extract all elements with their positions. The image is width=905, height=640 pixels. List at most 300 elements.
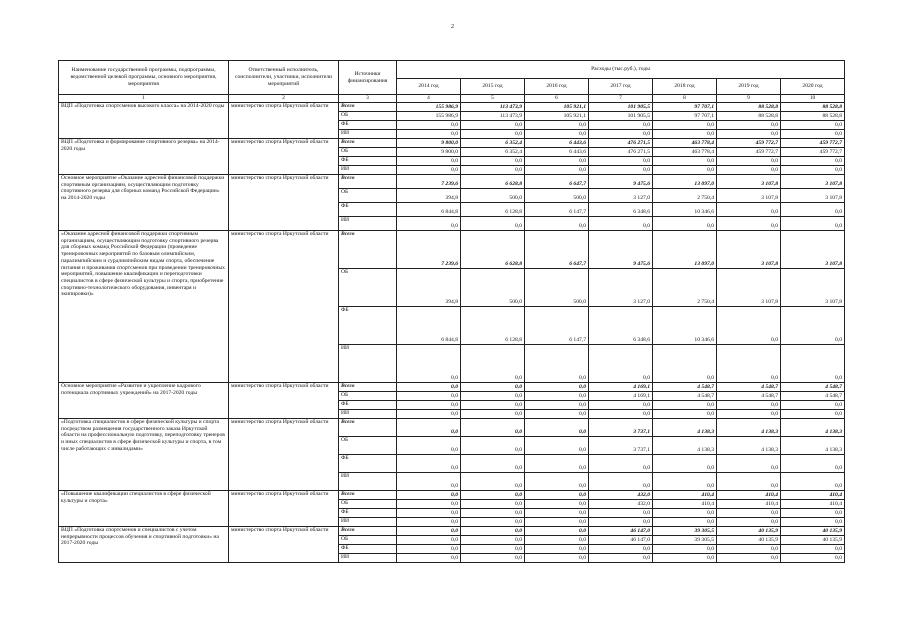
expense-value: 0,0 xyxy=(397,545,461,554)
expense-value: 0,0 xyxy=(589,166,653,175)
expense-value: 0,0 xyxy=(525,527,589,536)
expense-value: 0,0 xyxy=(397,157,461,166)
expense-value: 0,0 xyxy=(717,130,781,139)
expense-value: 459 772,7 xyxy=(717,148,781,157)
expense-value: 0,0 xyxy=(525,545,589,554)
expense-value: 0,0 xyxy=(525,536,589,545)
table-row xyxy=(59,175,845,189)
expense-value: 0,0 xyxy=(589,121,653,130)
header-name: Наименование государственной программы, подпрограммы, ведомственной целевой программы, основного мероприятия, мероприятия xyxy=(59,61,229,95)
expense-value: 6 844,8 xyxy=(397,203,461,217)
expense-value: 459 772,7 xyxy=(781,139,845,148)
header-year: 2016 год xyxy=(525,79,589,95)
expense-value: 155 986,9 xyxy=(397,103,461,112)
expense-value: 0,0 xyxy=(525,345,589,383)
expense-value: 0,0 xyxy=(589,455,653,473)
expense-value: 0,0 xyxy=(589,410,653,419)
funding-source: ОБ xyxy=(339,189,397,203)
expense-value: 463 778,4 xyxy=(653,139,717,148)
expense-value: 0,0 xyxy=(525,157,589,166)
table-row xyxy=(59,419,845,437)
expense-value: 0,0 xyxy=(781,410,845,419)
expense-value: 6 647,7 xyxy=(525,175,589,189)
executor: министерство спорта Иркутской области xyxy=(229,175,339,231)
expense-value: 2 750,4 xyxy=(653,269,717,307)
expense-value: 459 772,7 xyxy=(781,148,845,157)
expense-value: 432,0 xyxy=(589,500,653,509)
funding-source: ИИ xyxy=(339,217,397,231)
expense-value: 0,0 xyxy=(589,130,653,139)
expense-value: 410,4 xyxy=(781,491,845,500)
expense-value: 3 107,8 xyxy=(717,231,781,269)
expense-value: 0,0 xyxy=(653,455,717,473)
expense-value: 0,0 xyxy=(525,121,589,130)
executor: министерство спорта Иркутской области xyxy=(229,231,339,383)
table-row xyxy=(59,383,845,392)
expense-value: 476 271,5 xyxy=(589,139,653,148)
expense-value: 0,0 xyxy=(525,419,589,437)
expense-value: 97 707,1 xyxy=(653,103,717,112)
header-year: 2018 год xyxy=(653,79,717,95)
expense-value: 3 107,8 xyxy=(781,231,845,269)
expense-value: 500,0 xyxy=(461,189,525,203)
expense-value: 394,8 xyxy=(397,269,461,307)
expense-value: 0,0 xyxy=(525,554,589,563)
expense-value: 0,0 xyxy=(717,473,781,491)
expense-value: 4 138,3 xyxy=(653,419,717,437)
expense-value: 3 107,8 xyxy=(781,189,845,203)
funding-source: ФБ xyxy=(339,157,397,166)
expense-value: 0,0 xyxy=(781,307,845,345)
expense-value: 0,0 xyxy=(397,491,461,500)
expense-value: 0,0 xyxy=(397,410,461,419)
expense-value: 0,0 xyxy=(461,509,525,518)
expense-value: 0,0 xyxy=(525,166,589,175)
funding-source: ОБ xyxy=(339,148,397,157)
expense-value: 0,0 xyxy=(717,410,781,419)
expense-value: 0,0 xyxy=(461,419,525,437)
expense-value: 0,0 xyxy=(589,554,653,563)
expense-value: 0,0 xyxy=(461,383,525,392)
expense-value: 0,0 xyxy=(397,383,461,392)
expense-value: 0,0 xyxy=(397,518,461,527)
expense-value: 3 737,1 xyxy=(589,419,653,437)
executor: министерство спорта Иркутской области xyxy=(229,527,339,563)
program-name: Основное мероприятие «Оказание адресной финансовой поддержки спортивным организациям, осуществляющим подготовку спортивного резерва для сборных команд Российской Федерации» на 2014-2020 годы xyxy=(59,175,229,231)
header-expenses: Расходы (тыс.руб.), годы xyxy=(397,61,845,79)
expense-value: 463 778,4 xyxy=(653,148,717,157)
expense-value: 4 548,7 xyxy=(717,383,781,392)
funding-source: Всего xyxy=(339,419,397,437)
expense-value: 105 921,1 xyxy=(525,112,589,121)
expense-value: 0,0 xyxy=(781,473,845,491)
expense-value: 97 707,1 xyxy=(653,112,717,121)
executor: министерство спорта Иркутской области xyxy=(229,491,339,527)
header-year: 2020 год xyxy=(781,79,845,95)
expense-value: 500,0 xyxy=(525,189,589,203)
expense-value: 0,0 xyxy=(461,437,525,455)
expense-value: 0,0 xyxy=(461,527,525,536)
funding-source: ИИ xyxy=(339,518,397,527)
expense-value: 0,0 xyxy=(525,383,589,392)
expense-value: 113 473,9 xyxy=(461,103,525,112)
expense-value: 3 107,8 xyxy=(781,269,845,307)
expense-value: 0,0 xyxy=(653,130,717,139)
expense-value: 0,0 xyxy=(653,166,717,175)
expense-value: 0,0 xyxy=(461,518,525,527)
expense-value: 0,0 xyxy=(781,157,845,166)
expense-value: 88 528,8 xyxy=(717,112,781,121)
table-row xyxy=(59,103,845,112)
expense-value: 394,8 xyxy=(397,189,461,203)
expense-value: 0,0 xyxy=(397,554,461,563)
expense-value: 0,0 xyxy=(589,401,653,410)
expense-value: 105 921,1 xyxy=(525,103,589,112)
expense-value: 0,0 xyxy=(589,217,653,231)
header-column-number: 10 xyxy=(781,95,845,103)
expense-value: 0,0 xyxy=(525,500,589,509)
expense-value: 0,0 xyxy=(461,345,525,383)
expense-value: 0,0 xyxy=(717,401,781,410)
expense-value: 39 305,5 xyxy=(653,536,717,545)
expense-value: 410,4 xyxy=(717,491,781,500)
expense-value: 0,0 xyxy=(461,392,525,401)
expense-value: 0,0 xyxy=(525,437,589,455)
expense-value: 0,0 xyxy=(397,500,461,509)
expense-value: 40 135,9 xyxy=(717,527,781,536)
funding-source: ФБ xyxy=(339,203,397,217)
expense-value: 0,0 xyxy=(397,527,461,536)
expense-value: 0,0 xyxy=(525,130,589,139)
expense-value: 4 548,7 xyxy=(717,392,781,401)
page-number: 2 xyxy=(451,24,454,30)
expense-value: 46 147,0 xyxy=(589,527,653,536)
expense-value: 6 147,7 xyxy=(525,203,589,217)
expense-value: 6 128,8 xyxy=(461,307,525,345)
expense-value: 0,0 xyxy=(525,491,589,500)
expense-value: 410,4 xyxy=(781,500,845,509)
expense-value: 0,0 xyxy=(461,401,525,410)
expense-value: 0,0 xyxy=(589,509,653,518)
funding-source: ИИ xyxy=(339,345,397,383)
header-year: 2015 год xyxy=(461,79,525,95)
expense-value: 7 239,6 xyxy=(397,175,461,189)
expense-value: 0,0 xyxy=(397,509,461,518)
expense-value: 13 097,0 xyxy=(653,175,717,189)
expense-value: 6 844,8 xyxy=(397,307,461,345)
expense-value: 0,0 xyxy=(589,473,653,491)
expense-value: 500,0 xyxy=(525,269,589,307)
funding-source: Всего xyxy=(339,527,397,536)
expense-value: 4 548,7 xyxy=(653,383,717,392)
expense-value: 40 135,9 xyxy=(781,527,845,536)
funding-source: ОБ xyxy=(339,269,397,307)
expense-value: 0,0 xyxy=(397,536,461,545)
expense-value: 0,0 xyxy=(397,473,461,491)
expense-value: 2 750,4 xyxy=(653,189,717,203)
expense-value: 500,0 xyxy=(461,269,525,307)
funding-source: ФБ xyxy=(339,121,397,130)
header-column-number: 7 xyxy=(589,95,653,103)
expense-value: 0,0 xyxy=(653,157,717,166)
expense-value: 0,0 xyxy=(589,545,653,554)
program-name: ВЦП «Подготовка спортсменов высокого класса» на 2014-2020 годы xyxy=(59,103,229,139)
expense-value: 10 346,6 xyxy=(653,307,717,345)
expense-value: 3 107,8 xyxy=(717,269,781,307)
expense-value: 0,0 xyxy=(397,419,461,437)
expense-value: 0,0 xyxy=(461,121,525,130)
expense-value: 6 128,8 xyxy=(461,203,525,217)
expense-value: 0,0 xyxy=(397,345,461,383)
expense-value: 113 473,9 xyxy=(461,112,525,121)
expense-value: 0,0 xyxy=(781,554,845,563)
funding-source: ОБ xyxy=(339,112,397,121)
expense-value: 3 127,0 xyxy=(589,189,653,203)
expense-value: 0,0 xyxy=(717,157,781,166)
expense-value: 88 528,8 xyxy=(781,103,845,112)
funding-source: Всего xyxy=(339,383,397,392)
expense-value: 0,0 xyxy=(589,345,653,383)
expense-value: 3 127,0 xyxy=(589,269,653,307)
expense-value: 0,0 xyxy=(781,121,845,130)
funding-source: Всего xyxy=(339,231,397,269)
expense-value: 0,0 xyxy=(397,166,461,175)
funding-source: ИИ xyxy=(339,166,397,175)
header-column-number: 3 xyxy=(339,95,397,103)
expense-value: 0,0 xyxy=(525,392,589,401)
expense-value: 0,0 xyxy=(653,554,717,563)
expense-value: 0,0 xyxy=(781,518,845,527)
expense-value: 4 169,1 xyxy=(589,392,653,401)
program-name: Основное мероприятие «Развитие и укрепление кадрового потенциала спортивных учреждений» на 2017-2020 годы xyxy=(59,383,229,419)
expense-value: 4 548,7 xyxy=(781,392,845,401)
expense-value: 432,0 xyxy=(589,491,653,500)
funding-source: Всего xyxy=(339,103,397,112)
expense-value: 0,0 xyxy=(717,545,781,554)
expense-value: 4 169,1 xyxy=(589,383,653,392)
expense-value: 3 737,1 xyxy=(589,437,653,455)
expense-value: 0,0 xyxy=(397,121,461,130)
expense-value: 40 135,9 xyxy=(781,536,845,545)
program-name: «Подготовка специалистов в сфере физической культуры и спорта посредством размещения государственного заказа Иркутской области на профессиональную подготовку, переподготовку тренеров и иных специалистов в сфере физической культуры и спорта, в том числе работающих с инвалидами» xyxy=(59,419,229,491)
expense-value: 13 097,0 xyxy=(653,231,717,269)
header-year: 2014 год xyxy=(397,79,461,95)
expense-value: 155 986,9 xyxy=(397,112,461,121)
expenses-table xyxy=(58,60,845,563)
funding-source: ФБ xyxy=(339,307,397,345)
funding-source: ИИ xyxy=(339,130,397,139)
executor: министерство спорта Иркутской области xyxy=(229,103,339,139)
funding-source: ИИ xyxy=(339,554,397,563)
expense-value: 0,0 xyxy=(461,545,525,554)
expense-value: 4 548,7 xyxy=(781,383,845,392)
expense-value: 88 528,8 xyxy=(717,103,781,112)
expense-value: 410,4 xyxy=(717,500,781,509)
expense-value: 88 528,8 xyxy=(781,112,845,121)
expense-value: 6 348,6 xyxy=(589,307,653,345)
expense-value: 0,0 xyxy=(397,437,461,455)
expense-value: 10 346,6 xyxy=(653,203,717,217)
expense-value: 0,0 xyxy=(525,410,589,419)
funding-source: Всего xyxy=(339,491,397,500)
expense-value: 4 138,3 xyxy=(781,437,845,455)
expense-value: 9 800,0 xyxy=(397,148,461,157)
table-row xyxy=(59,527,845,536)
expense-value: 0,0 xyxy=(461,536,525,545)
expense-value: 0,0 xyxy=(717,518,781,527)
header-column-number: 2 xyxy=(229,95,339,103)
funding-source: Всего xyxy=(339,175,397,189)
expense-value: 6 352,4 xyxy=(461,148,525,157)
expense-value: 0,0 xyxy=(397,401,461,410)
expense-value: 4 138,3 xyxy=(717,437,781,455)
expense-value: 0,0 xyxy=(781,217,845,231)
expense-value: 0,0 xyxy=(461,410,525,419)
header-source: Источники финансирования xyxy=(339,61,397,95)
expense-value: 0,0 xyxy=(653,217,717,231)
funding-source: ФБ xyxy=(339,401,397,410)
header-year: 2017 год xyxy=(589,79,653,95)
expense-value: 6 443,6 xyxy=(525,139,589,148)
expense-value: 6 628,8 xyxy=(461,175,525,189)
header-executor: Ответственный исполнитель, соисполнители, участники, исполнители мероприятий xyxy=(229,61,339,95)
expense-value: 0,0 xyxy=(717,203,781,217)
expense-value: 101 905,5 xyxy=(589,112,653,121)
expense-value: 0,0 xyxy=(717,509,781,518)
program-name: «Повышение квалификации специалистов в сфере физической культуры и спорта» xyxy=(59,491,229,527)
expense-value: 6 647,7 xyxy=(525,231,589,269)
expense-value: 0,0 xyxy=(653,410,717,419)
expense-value: 0,0 xyxy=(653,121,717,130)
expense-value: 6 628,8 xyxy=(461,231,525,269)
expense-value: 410,4 xyxy=(653,491,717,500)
expense-value: 9 475,6 xyxy=(589,231,653,269)
expense-value: 0,0 xyxy=(781,130,845,139)
expense-value: 9 800,0 xyxy=(397,139,461,148)
funding-source: ОБ xyxy=(339,536,397,545)
expense-value: 3 107,8 xyxy=(717,175,781,189)
expense-value: 0,0 xyxy=(461,554,525,563)
table-row xyxy=(59,139,845,148)
expense-value: 4 138,3 xyxy=(653,437,717,455)
expense-value: 0,0 xyxy=(461,455,525,473)
expense-value: 4 138,3 xyxy=(781,419,845,437)
expense-value: 0,0 xyxy=(525,455,589,473)
expense-value: 0,0 xyxy=(653,345,717,383)
header-column-number: 1 xyxy=(59,95,229,103)
expense-value: 0,0 xyxy=(653,545,717,554)
funding-source: ФБ xyxy=(339,509,397,518)
program-name: ВЦП «Подготовка и формирование спортивного резерва» на 2014-2020 годы xyxy=(59,139,229,175)
funding-source: ИИ xyxy=(339,473,397,491)
executor: министерство спорта Иркутской области xyxy=(229,419,339,491)
expense-value: 0,0 xyxy=(717,217,781,231)
table-row xyxy=(59,231,845,269)
expense-value: 0,0 xyxy=(525,401,589,410)
expense-value: 0,0 xyxy=(397,130,461,139)
expense-value: 0,0 xyxy=(781,401,845,410)
expense-value: 0,0 xyxy=(717,166,781,175)
expense-value: 0,0 xyxy=(781,455,845,473)
funding-source: ИИ xyxy=(339,410,397,419)
expense-value: 0,0 xyxy=(781,545,845,554)
expense-value: 0,0 xyxy=(525,518,589,527)
funding-source: ФБ xyxy=(339,455,397,473)
expense-value: 0,0 xyxy=(397,392,461,401)
header-column-number: 6 xyxy=(525,95,589,103)
expense-value: 0,0 xyxy=(653,473,717,491)
expense-value: 4 548,7 xyxy=(653,392,717,401)
header-column-number: 5 xyxy=(461,95,525,103)
expense-value: 0,0 xyxy=(653,518,717,527)
header-column-number: 4 xyxy=(397,95,461,103)
expense-value: 0,0 xyxy=(653,401,717,410)
expense-value: 0,0 xyxy=(525,217,589,231)
expense-value: 0,0 xyxy=(461,166,525,175)
expense-value: 459 772,7 xyxy=(717,139,781,148)
expense-value: 4 138,3 xyxy=(717,419,781,437)
funding-source: ФБ xyxy=(339,545,397,554)
funding-source: ОБ xyxy=(339,437,397,455)
expense-value: 101 905,5 xyxy=(589,103,653,112)
expense-value: 0,0 xyxy=(461,491,525,500)
expense-value: 0,0 xyxy=(461,473,525,491)
executor: министерство спорта Иркутской области xyxy=(229,139,339,175)
header-year: 2019 год xyxy=(717,79,781,95)
expense-value: 7 239,6 xyxy=(397,231,461,269)
expense-value: 40 135,9 xyxy=(717,536,781,545)
expense-value: 0,0 xyxy=(525,473,589,491)
expense-value: 46 147,0 xyxy=(589,536,653,545)
funding-source: ОБ xyxy=(339,500,397,509)
expense-value: 3 107,8 xyxy=(717,189,781,203)
expense-value: 476 271,5 xyxy=(589,148,653,157)
expense-value: 0,0 xyxy=(461,217,525,231)
expense-value: 6 352,4 xyxy=(461,139,525,148)
expense-value: 0,0 xyxy=(653,509,717,518)
program-name: ВЦП «Подготовка спортсменов и специалистов с учетом непрерывности процессов обучения и спортивной подготовки» на 2017-2020 годы xyxy=(59,527,229,563)
expense-value: 0,0 xyxy=(717,554,781,563)
expense-value: 0,0 xyxy=(717,121,781,130)
expense-value: 0,0 xyxy=(781,166,845,175)
expense-value: 0,0 xyxy=(397,217,461,231)
expense-value: 410,4 xyxy=(653,500,717,509)
executor: министерство спорта Иркутской области xyxy=(229,383,339,419)
expense-value: 0,0 xyxy=(781,203,845,217)
header-column-number: 8 xyxy=(653,95,717,103)
program-name: «Оказание адресной финансовой поддержки спортивным организациям, осуществляющим подготовку спортивного резерва для сборных команд Российской Федерации (проведение тренировочных мероприятий по базовым олимпийским, паралимпийским и сурдлимпийским видам спорта, обеспечение питания и проживания спортсменов при проведении тренировочных мероприятий, повышение квалификации и переподготовки специалистов в сфере физической культуры и спорта, приобретение спортивно-технологического оборудования, инвентаря и экипировки)» xyxy=(59,231,229,383)
table-row xyxy=(59,491,845,500)
expense-value: 0,0 xyxy=(525,509,589,518)
expense-value: 0,0 xyxy=(589,157,653,166)
expense-value: 3 107,8 xyxy=(781,175,845,189)
expense-value: 0,0 xyxy=(781,345,845,383)
expense-value: 0,0 xyxy=(781,509,845,518)
funding-source: Всего xyxy=(339,139,397,148)
expense-value: 0,0 xyxy=(461,157,525,166)
expense-value: 0,0 xyxy=(461,130,525,139)
expense-value: 9 475,6 xyxy=(589,175,653,189)
expense-value: 0,0 xyxy=(717,307,781,345)
header-column-number: 9 xyxy=(717,95,781,103)
expense-value: 6 443,6 xyxy=(525,148,589,157)
expense-value: 0,0 xyxy=(461,500,525,509)
expense-value: 6 147,7 xyxy=(525,307,589,345)
expense-value: 0,0 xyxy=(397,455,461,473)
expense-value: 39 305,5 xyxy=(653,527,717,536)
expense-value: 0,0 xyxy=(717,455,781,473)
expense-value: 0,0 xyxy=(589,518,653,527)
